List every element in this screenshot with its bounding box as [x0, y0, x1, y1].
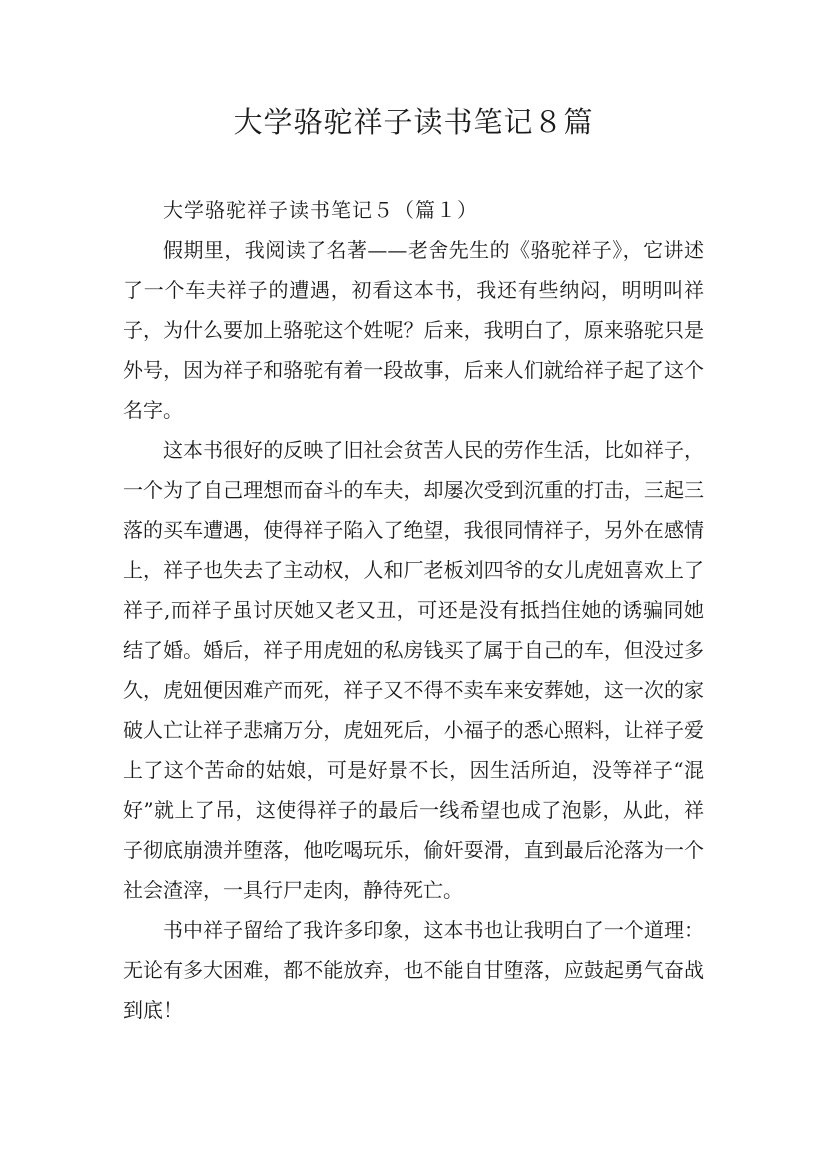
document-body	[123, 190, 704, 1030]
document-title: 大学骆驼祥子读书笔记８篇	[233, 105, 594, 139]
paragraph-2: 这本书很好的反映了旧社会贫苦人民的劳作生活，比如祥子，一个为了自己理想而奋斗的车夫，却屡次受到沉重的打击，三起三落的买车遭遇，使得祥子陷入了绝望，我很同情祥子，另外在感情上，祥子也失去了主动权，人和厂老板刘四爷的女儿虎妞喜欢上了祥子,而祥子虽讨厌她又老又丑，可还是没有抵挡住她的诱骗同她结了婚。婚后，祥子用虎妞的私房钱买了属于自己的车，但没过多久，虎妞便因难产而死，祥子又不得不卖车来安葬她，这一次的家破人亡让祥子悲痛万分，虎妞死后，小福子的悉心照料，让祥子爱上了这个苦命的姑娘，可是好景不长，因生活所迫，没等祥子“混好”就上了吊，这使得祥子的最后一线希望也成了泡影，从此，祥子彻底崩溃并堕落，他吃喝玩乐，偷奸耍滑，直到最后沦落为一个社会渣滓，一具行尸走肉，静待死亡。	[123, 438, 704, 902]
paragraph-1: 假期里，我阅读了名著——老舍先生的《骆驼祥子》，它讲述了一个车夫祥子的遭遇，初看这本书，我还有些纳闷，明明叫祥子，为什么要加上骆驼这个姓呢？后来，我明白了，原来骆驼只是外号，因为祥子和骆驼有着一段故事，后来人们就给祥子起了这个名字。	[123, 238, 704, 422]
paragraph-3: 书中祥子留给了我许多印象，这本书也让我明白了一个道理：无论有多大困难，都不能放弃，也不能自甘堕落，应鼓起勇气奋战到底！	[123, 918, 704, 1022]
section-heading: 大学骆驼祥子读书笔记５（篇１）	[163, 198, 478, 222]
